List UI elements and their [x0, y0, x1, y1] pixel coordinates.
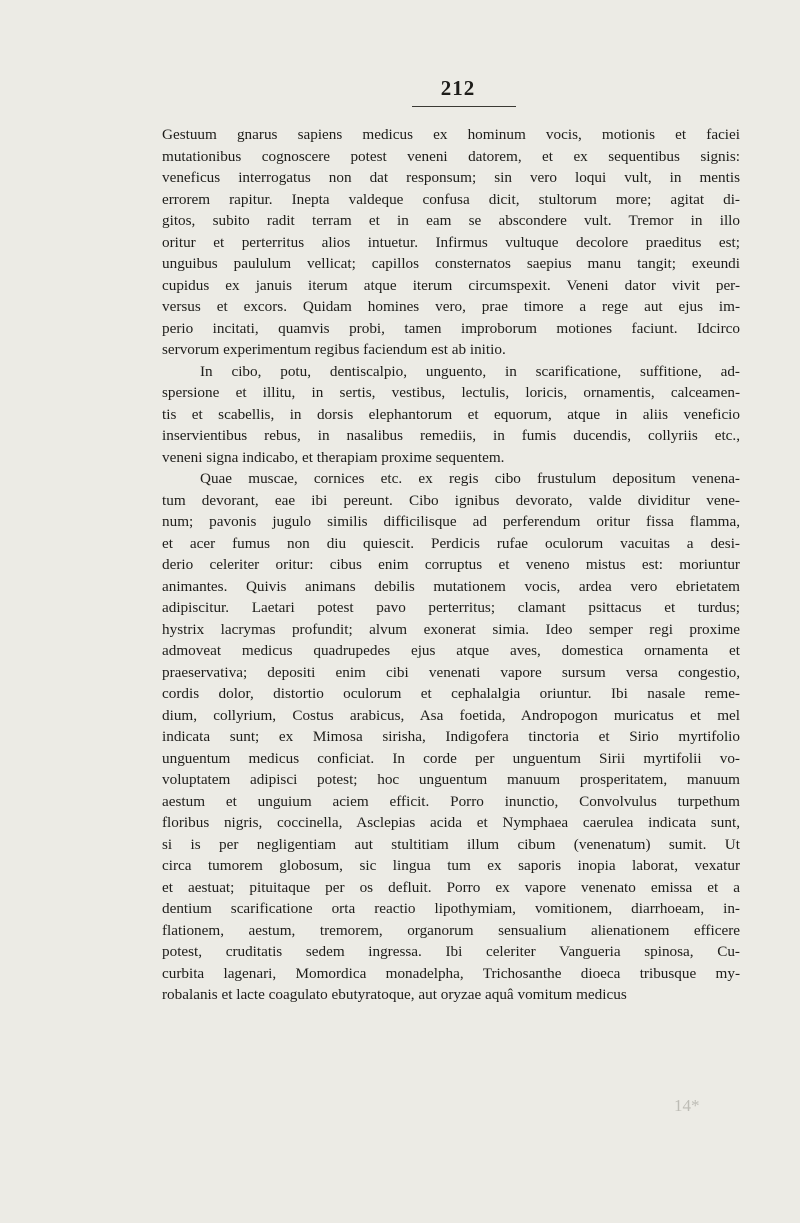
text-line: robalanis et lacte coagulato ebutyratoque, aut oryzae aquâ vomitum medicus — [162, 986, 627, 1003]
text-line: flationem, aestum, tremorem, organorum sensualium alienationem efficere — [162, 921, 740, 939]
header-rule — [412, 106, 516, 107]
text-line: admoveat medicus quadrupedes ejus atque aves, domestica ornamenta et — [162, 642, 740, 659]
text-line: errorem rapitur. Inepta valdeque confusa dicit, stultorum more; agitat di- — [162, 190, 740, 208]
text-line: veneni signa indicabo, et therapiam proxime sequentem. — [162, 448, 505, 466]
page-number: 212 — [440, 76, 476, 100]
text-line: et aestuat; pituitaque per os defluit. Porro ex vapore venenato emissa et a — [162, 878, 740, 896]
text-line: gitos, subito radit terram et in eam se abscondere vult. Tremor in illo — [162, 212, 740, 229]
text-line: et acer fumus non diu quiescit. Perdicis rufae oculorum vacuitas a desi- — [162, 534, 740, 552]
text-line: perio incitati, quamvis probi, tamen improborum motiones faciunt. Idcirco — [162, 319, 740, 337]
text-line: circa tumorem globosum, sic lingua tum ex saporis inopia laborat, vexatur — [162, 857, 740, 874]
text-line: voluptatem adipisci potest; hoc unguentum manuum prosperitatem, manuum — [162, 771, 740, 788]
text-line: oritur et perterritus alios intuetur. Infirmus vultuque decolore praeditus est; — [162, 233, 740, 251]
signature-mark: 14* — [674, 1096, 700, 1115]
text-line: derio celeriter oritur: cibus enim corruptus et veneno mistus est: moriuntur — [162, 556, 740, 573]
text-line: veneficus interrogatus non dat responsum; sin vero loqui vult, in mentis — [162, 169, 740, 186]
text-line: Gestuum gnarus sapiens medicus ex hominum vocis, motionis et faciei — [162, 126, 740, 143]
text-line: unguibus paululum vellicat; capillos consternatos saepius manu tangit; exeundi — [162, 255, 740, 272]
text-line: animantes. Quivis animans debilis mutationem vocis, ardea vero ebrietatem — [162, 577, 740, 595]
text-line: Quae muscae, cornices etc. ex regis cibo frustulum depositum venena- — [200, 470, 740, 487]
text-line: versus et excors. Quidam homines vero, prae timore a rege aut ejus im- — [162, 298, 740, 315]
paragraph — [162, 361, 740, 469]
text-line: si is per negligentiam aut stultitiam illum cibum (venenatum) sumit. Ut — [162, 835, 740, 853]
text-line: curbita lagenari, Momordica monadelpha, Trichosanthe dioeca tribusque my- — [162, 964, 740, 982]
text-line: tum devorant, eae ibi pereunt. Cibo ignibus devorato, valde dividitur vene- — [162, 491, 740, 509]
text-line: potest, cruditatis sedem ingressa. Ibi celeriter Vangueria spinosa, Cu- — [162, 943, 740, 960]
body-text — [162, 124, 740, 1006]
text-line: dentium scarificatione orta reactio lipothymiam, vomitionem, diarrhoeam, in- — [162, 900, 740, 917]
text-line: servorum experimentum regibus faciendum est ab initio. — [162, 341, 506, 358]
text-line: spersione et illitu, in sertis, vestibus, lectulis, loricis, ornamentis, calceamen- — [162, 384, 740, 401]
paragraph — [162, 124, 740, 361]
text-line: dium, collyrium, Costus arabicus, Asa foetida, Andropogon muricatus et mel — [162, 706, 740, 724]
text-line: floribus nigris, coccinella, Asclepias acida et Nymphaea caerulea indicata sunt, — [162, 814, 740, 831]
paragraph — [162, 468, 740, 1006]
text-line: mutationibus cognoscere potest veneni datorem, et ex sequentibus signis: — [162, 147, 740, 165]
text-line: adipiscitur. Laetari potest pavo perterritus; clamant psittacus et turdus; — [162, 599, 740, 616]
text-line: tis et scabellis, in dorsis elephantorum et equorum, atque in aliis veneficio — [162, 405, 740, 423]
text-line: inservientibus rebus, in nasalibus remediis, in fumis ducendis, collyriis etc., — [162, 427, 740, 444]
text-line: num; pavonis jugulo similis difficilisque ad perferendum oritur fissa flamma, — [162, 513, 740, 530]
text-line: praeservativa; depositi enim cibi venenati vapore sursum versa congestio, — [162, 663, 740, 681]
text-line: unguentum medicus conficiat. In corde per unguentum Sirii myrtifolii vo- — [162, 749, 740, 767]
text-line: aestum et unguium aciem efficit. Porro inunctio, Convolvulus turpethum — [162, 792, 740, 810]
text-line: cupidus ex januis iterum atque iterum circumspexit. Veneni dator vivit per- — [162, 276, 740, 294]
text-line: cordis dolor, distortio oculorum et cephalalgia oriuntur. Ibi nasale reme- — [162, 685, 740, 702]
text-line: In cibo, potu, dentiscalpio, unguento, in scarificatione, suffitione, ad- — [200, 362, 740, 380]
text-line: hystrix lacrymas profundit; alvum exonerat simia. Ideo semper regi proxime — [162, 620, 740, 638]
text-line: indicata sunt; ex Mimosa sirisha, Indigofera tinctoria et Sirio myrtifolio — [162, 728, 740, 745]
